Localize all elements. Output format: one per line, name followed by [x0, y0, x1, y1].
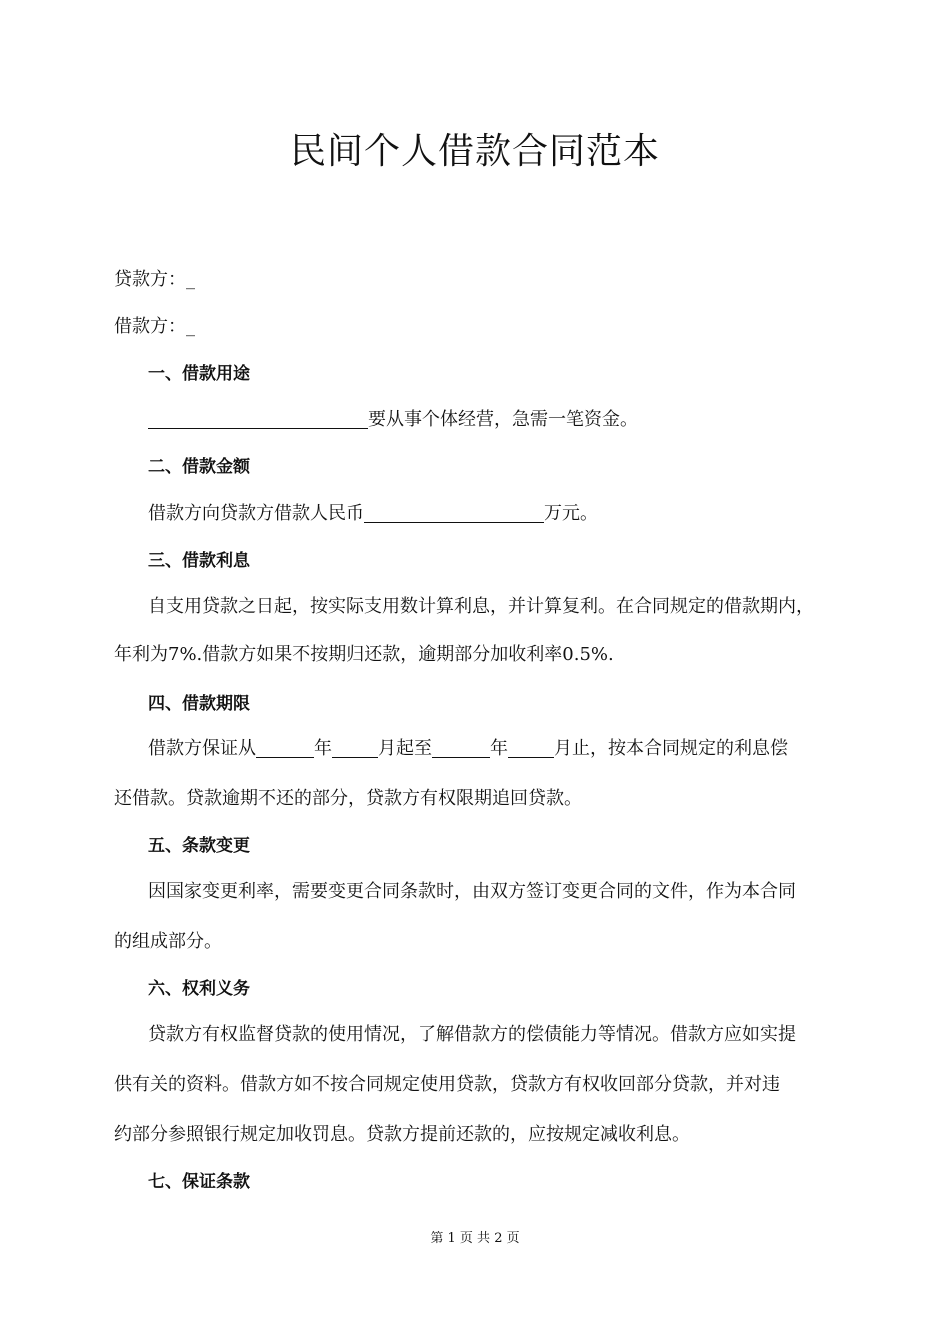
section-6-line-2: 供有关的资料。借款方如不按合同规定使用贷款，贷款方有权收回部分贷款，并对违: [114, 1074, 780, 1095]
purpose-blank[interactable]: [148, 410, 368, 429]
term-from-label: 借款方保证从: [148, 738, 256, 759]
section-2-text: [148, 502, 878, 526]
section-1-heading: 一、借款用途: [148, 364, 250, 384]
section-3-line-2: 年利为7%.借款方如果不按期归还款，逾期部分加收利率0.5%.: [114, 644, 614, 665]
year-label: 年: [490, 738, 508, 759]
amount-suffix: 万元。: [544, 503, 598, 524]
amount-blank[interactable]: [364, 504, 544, 523]
section-7-heading: 七、保证条款: [148, 1172, 250, 1192]
term-to-label: 月起至: [378, 738, 432, 759]
section-3-heading: 三、借款利息: [148, 551, 250, 571]
section-5-line-1: 因国家变更利率，需要变更合同条款时，由双方签订变更合同的文件，作为本合同: [148, 881, 796, 902]
start-year-blank[interactable]: [256, 739, 314, 758]
section-4-line-1: [148, 737, 878, 761]
section-1-text: [148, 408, 878, 432]
document-title: 民间个人借款合同范本: [289, 131, 660, 172]
amount-prefix: 借款方向贷款方借款人民币: [148, 503, 364, 524]
term-end-text: 月止，按本合同规定的利息偿: [554, 738, 788, 759]
year-label: 年: [314, 738, 332, 759]
section-4-heading: 四、借款期限: [148, 694, 250, 714]
section-1-body: 要从事个体经营，急需一笔资金。: [368, 409, 638, 430]
section-6-line-3: 约部分参照银行规定加收罚息。贷款方提前还款的，应按规定减收利息。: [114, 1124, 690, 1145]
section-6-heading: 六、权利义务: [148, 979, 250, 999]
lender-line: 贷款方：_: [114, 269, 195, 290]
page-footer: 第 1 页 共 2 页: [430, 1231, 520, 1246]
section-3-line-1: 自支用贷款之日起，按实际支用数计算利息，并计算复利。在合同规定的借款期内，: [148, 596, 814, 617]
section-5-line-2: 的组成部分。: [114, 931, 222, 952]
section-5-heading: 五、条款变更: [148, 836, 250, 856]
section-4-line-2: 还借款。贷款逾期不还的部分，贷款方有权限期追回贷款。: [114, 788, 582, 809]
section-6-line-1: 贷款方有权监督贷款的使用情况，了解借款方的偿债能力等情况。借款方应如实提: [148, 1024, 796, 1045]
start-month-blank[interactable]: [332, 739, 378, 758]
borrower-line: 借款方：_: [114, 316, 195, 337]
end-year-blank[interactable]: [432, 739, 490, 758]
end-month-blank[interactable]: [508, 739, 554, 758]
section-2-heading: 二、借款金额: [148, 457, 250, 477]
